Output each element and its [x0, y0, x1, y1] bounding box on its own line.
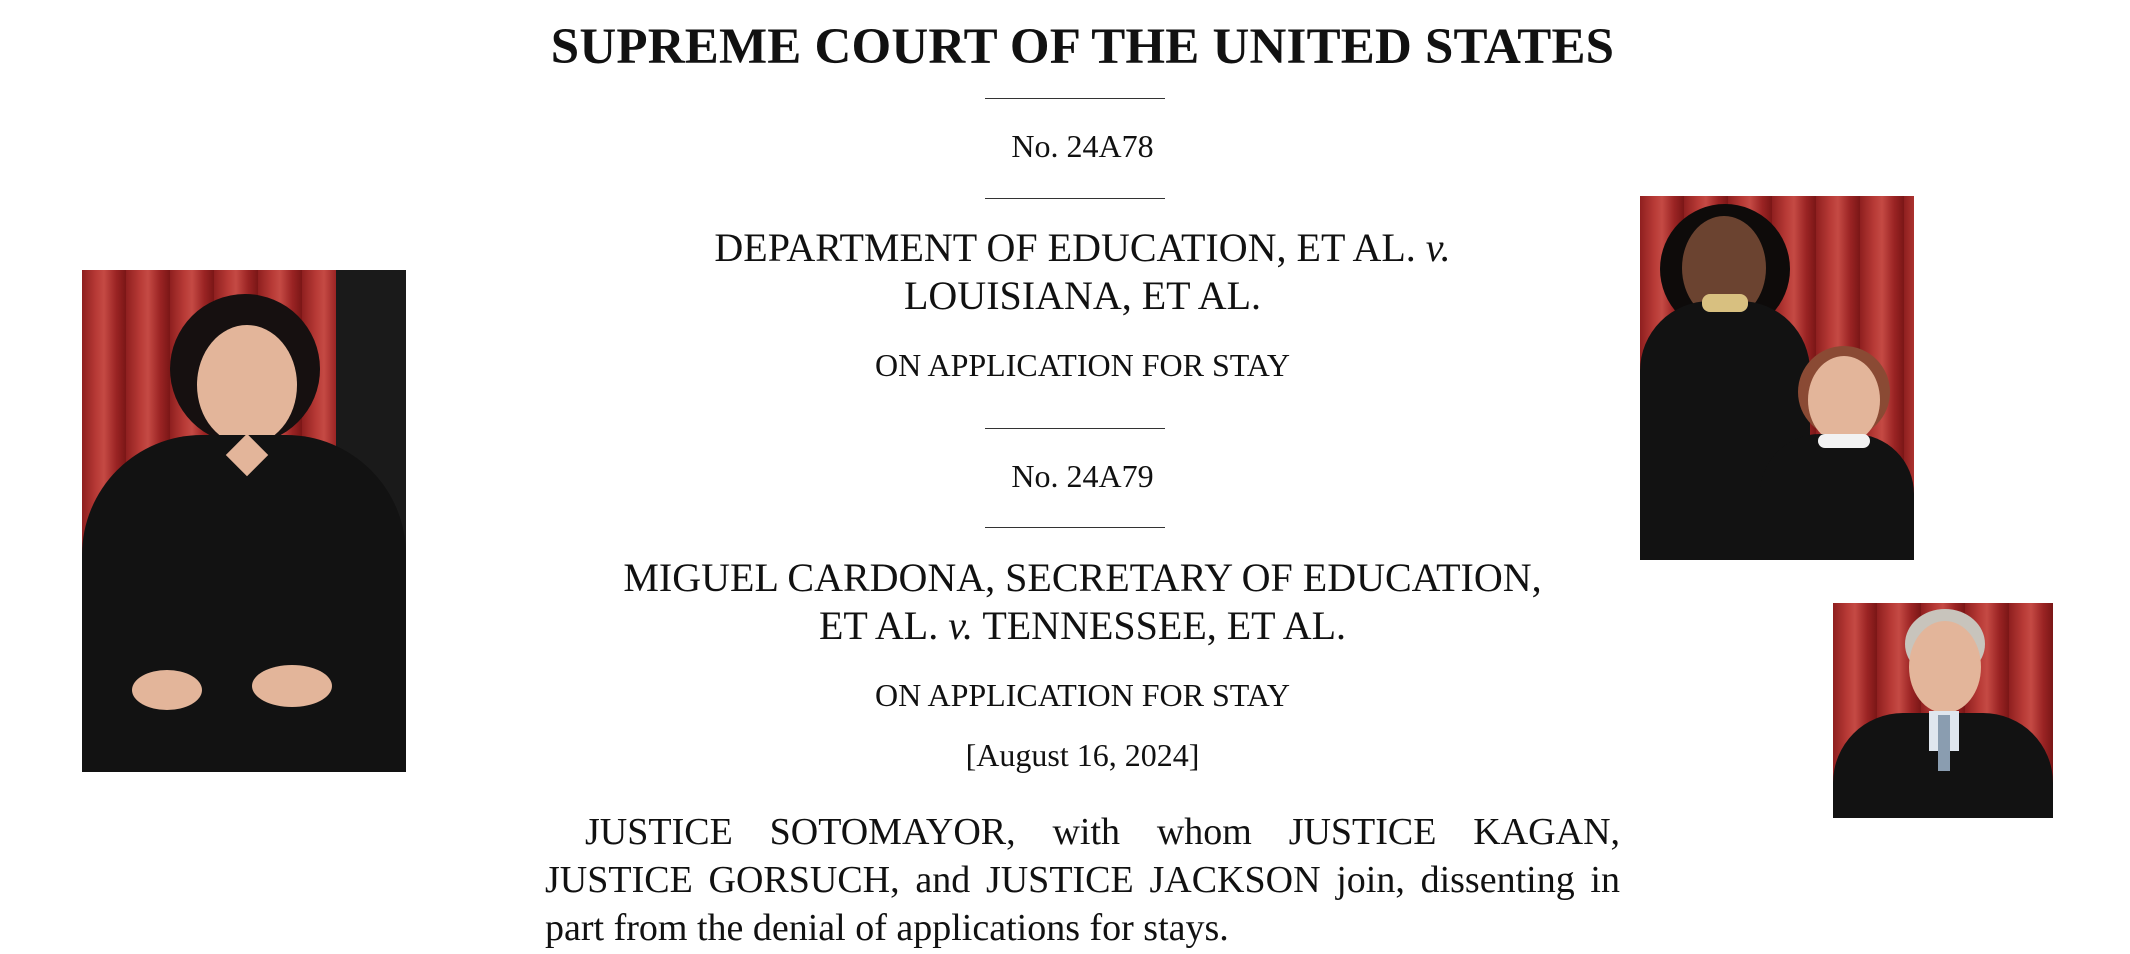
photo-justice-sotomayor	[82, 270, 406, 772]
justice-kagan: JUSTICE KAGAN	[1288, 811, 1611, 853]
divider	[985, 428, 1165, 429]
case1-et-al-2: ET AL.	[1141, 273, 1262, 318]
case2-versus: v.	[948, 603, 974, 648]
justice-sotomayor: JUSTICE SOTOMAYOR	[585, 811, 1007, 853]
opinion-text: ,	[1610, 811, 1621, 853]
case1-versus: v.	[1425, 225, 1451, 270]
case2-application: ON APPLICATION FOR STAY	[875, 677, 1290, 713]
case2-party-2: TENNESSEE,	[982, 603, 1217, 648]
decision-date: [August 16, 2024]	[965, 737, 1200, 773]
case1-et-al: ET AL.	[1296, 225, 1416, 270]
opinion-text: , with whom	[1006, 811, 1289, 853]
divider	[985, 98, 1165, 99]
opinion-opening-paragraph	[545, 808, 1620, 952]
justice-gorsuch: JUSTICE GORSUCH	[545, 859, 891, 901]
opinion-text: , and	[890, 859, 986, 901]
divider	[985, 198, 1165, 199]
case2-et-al: ET AL.	[818, 603, 939, 648]
case2-docket-number: No. 24A79	[1011, 458, 1154, 494]
photo-justices-jackson-kagan	[1640, 196, 1914, 560]
case2-et-al-2: ET AL.	[1226, 603, 1347, 648]
court-title: SUPREME COURT OF THE UNITED STATES	[550, 19, 1615, 75]
divider	[985, 527, 1165, 528]
justice-jackson: JUSTICE JACKSON	[985, 859, 1321, 901]
case2-party-1: MIGUEL CARDONA, SECRETARY OF EDUCATION,	[623, 555, 1542, 600]
case1-party-2: LOUISIANA,	[903, 273, 1132, 318]
case1-party-1: DEPARTMENT OF EDUCATION,	[714, 225, 1287, 270]
case2-caption	[545, 554, 1620, 650]
case1-caption	[545, 224, 1620, 320]
photo-justice-gorsuch	[1833, 603, 2053, 818]
opinion-text: join, dissenting in part from the denial of applications for stays.	[545, 859, 1620, 949]
case1-docket-number: No. 24A78	[1011, 128, 1154, 164]
case1-application: ON APPLICATION FOR STAY	[875, 347, 1290, 383]
